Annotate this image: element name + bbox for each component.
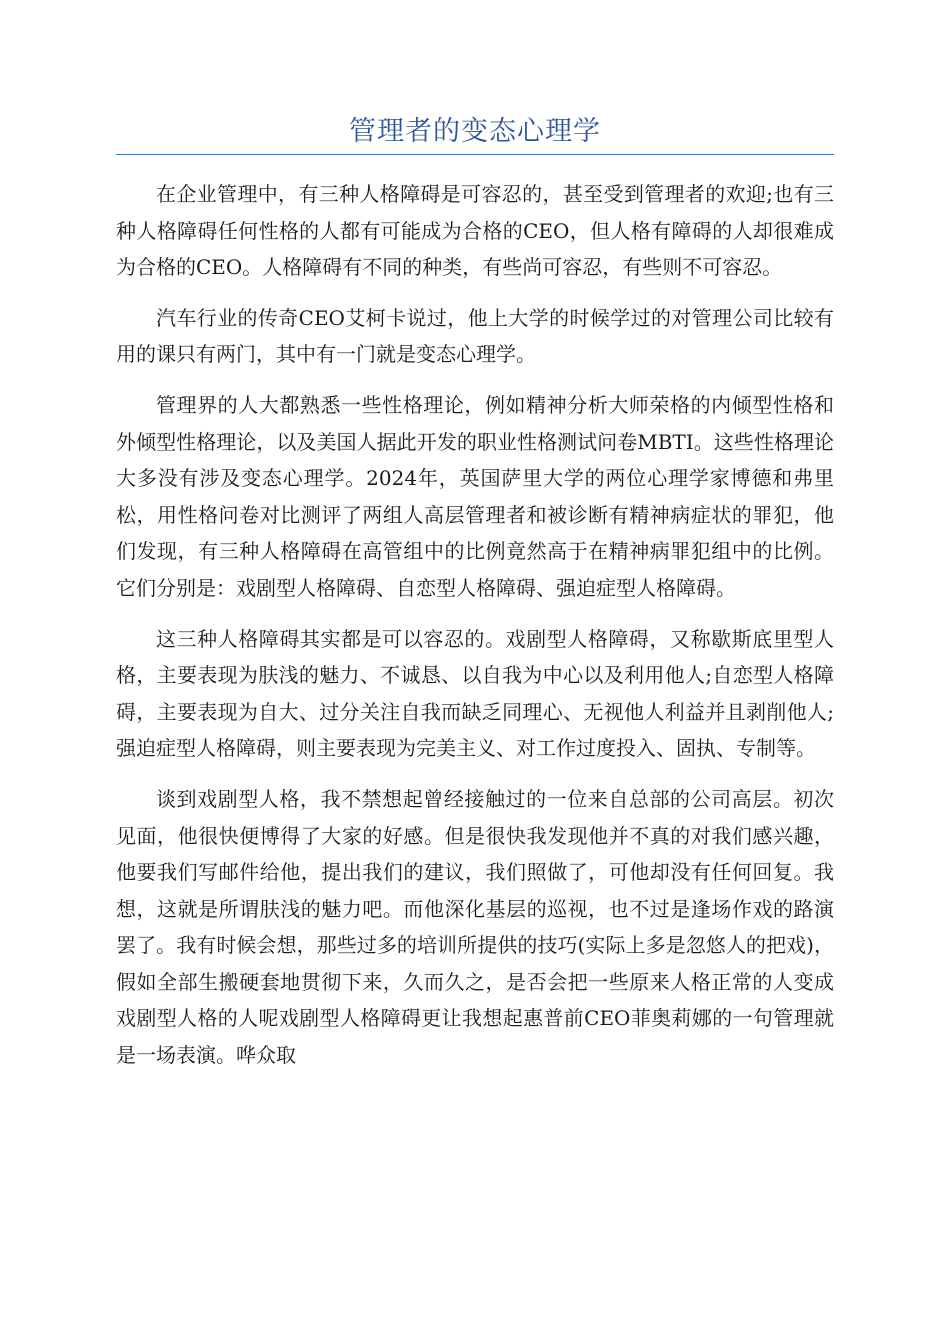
paragraph-2: 汽车行业的传奇CEO艾柯卡说过，他上大学的时候学过的对管理公司比较有用的课只有两门，其中有一门就是变态心理学。 bbox=[116, 305, 834, 367]
paragraph-4: 这三种人格障碍其实都是可以容忍的。戏剧型人格障碍，又称歇斯底里型人格，主要表现为肤浅的魅力、不诚恳、以自我为中心以及利用他人;自恋型人格障碍，主要表现为自大、过分关注自我而缺乏同理心、无视他人利益并且剥削他人;强迫症型人格障碍，则主要表现为完美主义、对工作过度投入、固执、专制等。 bbox=[116, 626, 834, 761]
document-title: 管理者的变态心理学 bbox=[349, 116, 601, 147]
document-body bbox=[116, 176, 834, 1088]
paragraph-3: 管理界的人大都熟悉一些性格理论，例如精神分析大师荣格的内倾型性格和外倾型性格理论，以及美国人据此开发的职业性格测试问卷MBTI。这些性格理论大多没有涉及变态心理学。2024年，英国萨里大学的两位心理学家博德和弗里松，用性格问卷对比测评了两组人高层管理者和被诊断有精神病症状的罪犯，他们发现，有三种人格障碍在高管组中的比例竟然高于在精神病罪犯组中的比例。它们分别是：戏剧型人格障碍、自恋型人格障碍、强迫症型人格障碍。 bbox=[116, 392, 834, 600]
paragraph-1: 在企业管理中，有三种人格障碍是可容忍的，甚至受到管理者的欢迎;也有三种人格障碍任何性格的人都有可能成为合格的CEO，但人格有障碍的人却很难成为合格的CEO。人格障碍有不同的种类，有些尚可容忍，有些则不可容忍。 bbox=[116, 182, 834, 280]
paragraph-5: 谈到戏剧型人格，我不禁想起曾经接触过的一位来自总部的公司高层。初次见面，他很快便博得了大家的好感。但是很快我发现他并不真的对我们感兴趣，他要我们写邮件给他，提出我们的建议，我们照做了，可他却没有任何回复。我想，这就是所谓肤浅的魅力吧。而他深化基层的巡视，也不过是逢场作戏的路演罢了。我有时候会想，那些过多的培训所提供的技巧(实际上多是忽悠人的把戏)，假如全部生搬硬套地贯彻下来，久而久之，是否会把一些原来人格正常的人变成戏剧型人格的人呢戏剧型人格障碍更让我想起惠普前CEO菲奥莉娜的一句管理就是一场表演。哗众取 bbox=[116, 786, 834, 1068]
title-underline bbox=[116, 154, 834, 155]
